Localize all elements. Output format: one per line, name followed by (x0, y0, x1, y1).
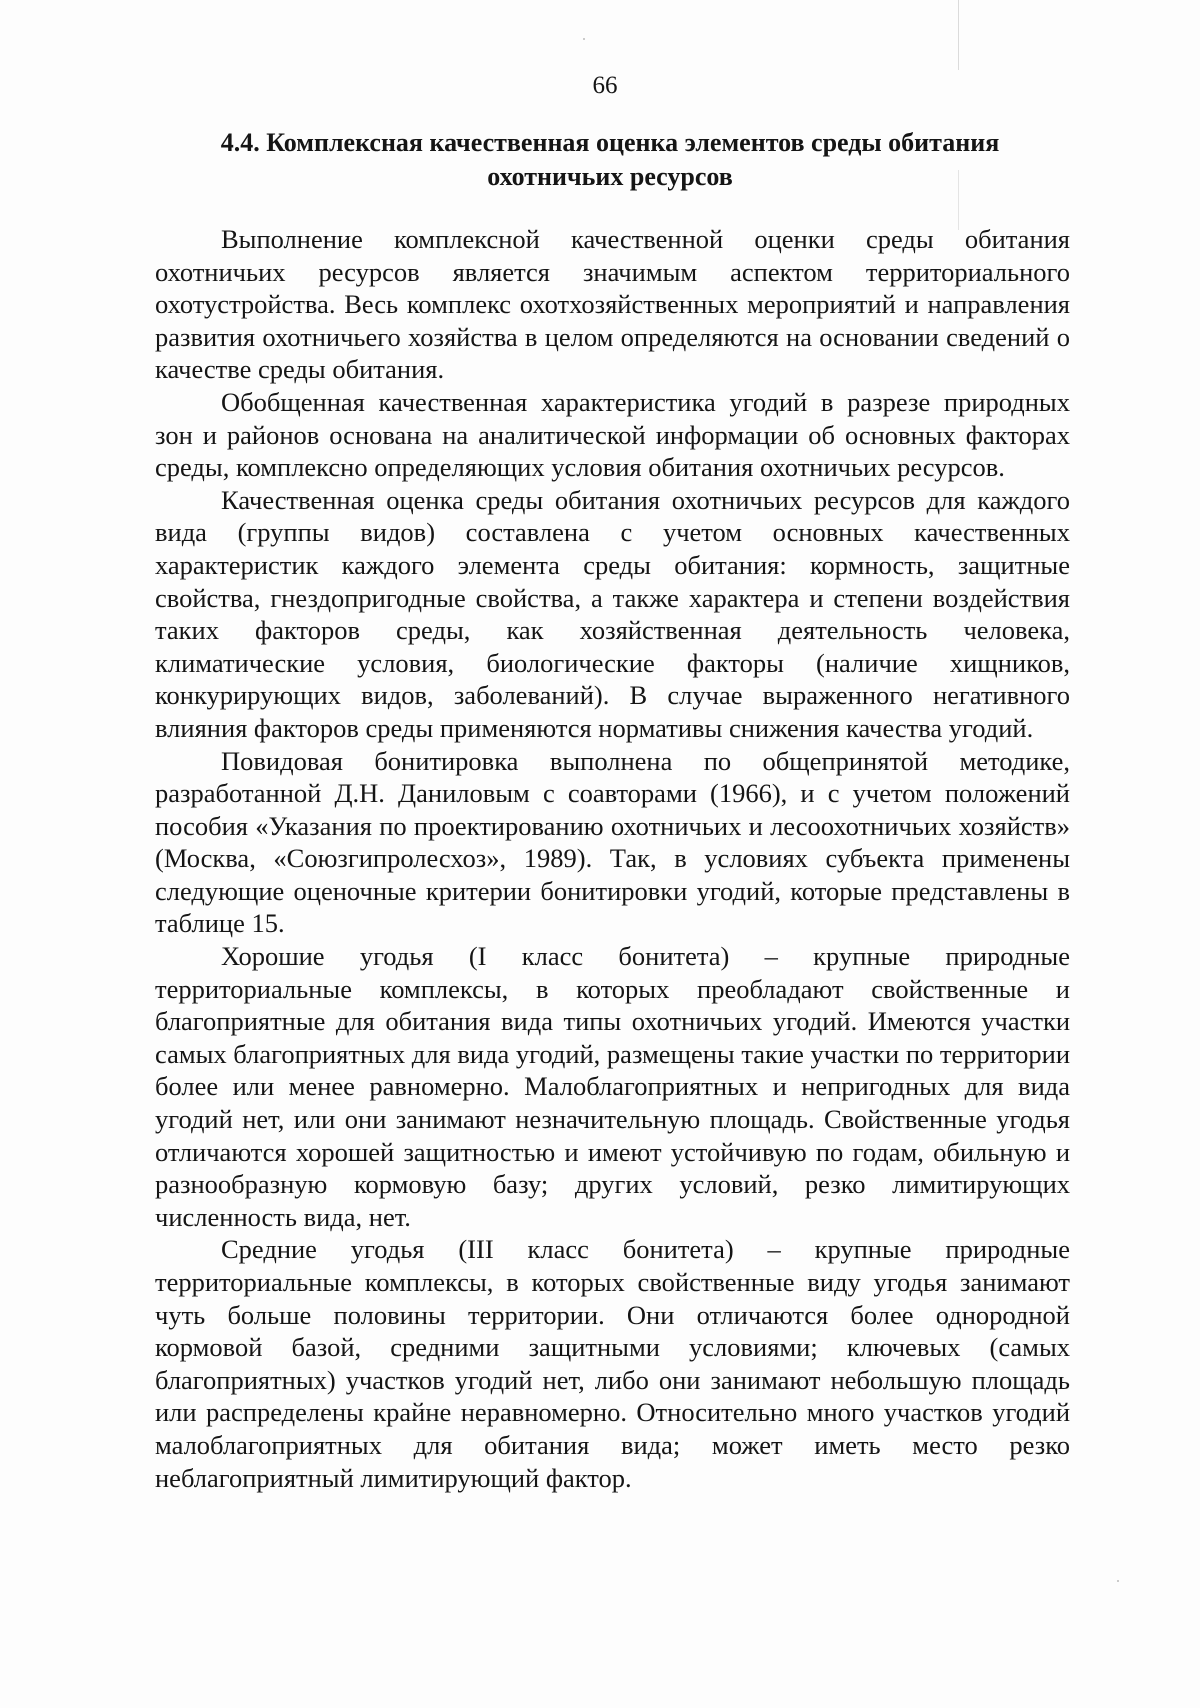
paragraph: Качественная оценка среды обитания охотничьих ресурсов для каждого вида (группы видов) составлена с учетом основных качественных характеристик каждого элемента среды обитания: кормность, защитные свойства, гнездопригодные свойства, а также характера и степени воздействия таких факторов среды, как хозяйственная деятельность человека, климатические условия, биологические факторы (наличие хищников, конкурирующих видов, заболеваний). В случае выраженного негативного влияния факторов среды применяются нормативы снижения качества угодий. (155, 484, 1070, 743)
scan-artifact (583, 38, 585, 40)
paragraph: Обобщенная качественная характеристика угодий в разрезе природных зон и районов основана на аналитической информации об основных факторах среды, комплексно определяющих условия обитания охотничьих ресурсов. (155, 386, 1070, 483)
page-number: 66 (592, 72, 618, 99)
paragraph: Хорошие угодья (I класс бонитета) – крупные природные территориальные комплексы, в которых преобладают свойственные и благоприятные для обитания вида типы охотничьих угодий. Имеются участки самых благоприятных для вида угодий, размещены такие участки по территории более или менее равномерно. Малоблагоприятных и непригодных для вида угодий нет, или они занимают незначительную площадь. Свойственные угодья отличаются хорошей защитностью и имеют устойчивую по годам, обильную и разнообразную кормовую базу; других условий, резко лимитирующих численность вида, нет. (155, 941, 1071, 1232)
paragraph: Повидовая бонитировка выполнена по общепринятой методике, разработанной Д.Н. Даниловым с соавторами (1966), и с учетом положений пособия «Указания по проектированию охотничьих и лесоохотничьих хозяйств» (Москва, «Союзгипролесхоз», 1989). Так, в условиях субъекта применены следующие оценочные критерии бонитировки угодий, которые представлены в таблице 15. (155, 745, 1070, 939)
section-heading-line: охотничьих ресурсов (487, 162, 733, 191)
section-heading (150, 126, 1070, 194)
scan-artifact (1117, 1580, 1119, 1582)
scan-artifact (958, 0, 959, 70)
paragraph: Средние угодья (III класс бонитета) – крупные природные территориальные комплексы, в которых свойственные виду угодья занимают чуть больше половины территории. Они отличаются более однородной кормовой базой, средними защитными условиями; ключевых (самых благоприятных) участков угодий нет, либо они занимают небольшую площадь или распределены крайне неравномерно. Относительно много участков угодий малоблагоприятных для обитания вида; может иметь место резко неблагоприятный лимитирующий фактор. (155, 1234, 1070, 1493)
body-text (155, 223, 1070, 1494)
paragraph: Выполнение комплексной качественной оценки среды обитания охотничьих ресурсов является значимым аспектом территориального охотустройства. Весь комплекс охотхозяйственных мероприятий и направления развития охотничьего хозяйства в целом определяются на основании сведений о качестве среды обитания. (155, 224, 1070, 385)
section-heading-line: 4.4. Комплексная качественная оценка элементов среды обитания (220, 128, 1000, 157)
